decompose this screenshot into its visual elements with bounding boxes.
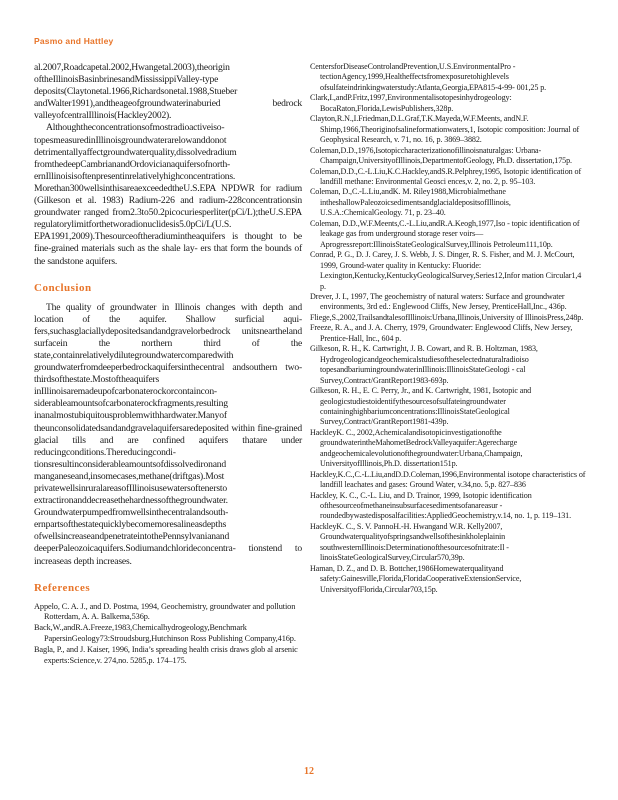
reference-item: Drever, J. I., 1997, The geochemistry of natural waters: Surface and groundwater environments, 3rd ed.: Englewood Cliffs, New Jersey, PrenticeHall,Inc., 436p. <box>310 291 567 312</box>
reference-item: Back,W.,andR.A.Freeze,1983,Chemicalhydrogeology,Benchmark PapersinGeology73:Stroudsburg,Hutchinson Ross Publishing Company,416p. <box>34 623 296 644</box>
reference-item: Coleman,D.D.,C.-L.Liu,K.C.Hackley,andS.R.Pelphrey,1995, Isotopic identification of landfill methane: Environmental Geosci ences,v. 2, no. 2, p. 95–103. <box>310 166 582 186</box>
reference-item: Bagla, P., and J. Kaiser, 1996, India’s spreading health crisis draws glob al arsenic experts:Science,v. 274,no. 5285,p. 174–175. <box>34 644 298 665</box>
conclusion-heading: Conclusion <box>34 281 92 294</box>
reference-item: Fliege,S.,2002,TrailsandtalesofIllinois:Urbana,Illinois,University of IllinoisPress,248p. <box>310 312 584 322</box>
reference-item: Appelo, C. A. J., and D. Postma, 1994, Geochemistry, groundwater and pollution Rotterdam, A. A. Balkema,536p. <box>34 601 296 622</box>
reference-item: HackleyK. C., S. V. PannoH.-H. Hwangand W.R. Kelly2007, Groundwaterqualityofspringsandwellsofthesinkholeplainin southwesternIllinois:Determinationofthesourcesofnitrate:Il - linoisStateGeologicalSurvey,Circular570,39p. <box>310 521 509 563</box>
intro-paragraph-continued: al.2007,Roadcapetal.2002,Hwangetal.2003),theorigin oftheIllinoisBasinbrinesandMississippiValley-type deposits(Claytonetal.1966,Richardsonetal.1988,Stueber andWalter1991),andtheageofgroundwaterinaburied bedrock valleyofcentralIllinois(Hackley2002). <box>34 62 302 122</box>
conclusion-paragraph: The quality of groundwater in Illinois changes with depth and location of the aquifer. Shallow surficial aqui- fers,suchasglaciallydepositedsandandgravelorbedrock unitsneartheland surfacein the northern third of the state,containrelativelydilutegroundwatercomparedwith groundwaterfromdeeperbedrockaquifersinthecentral andsouthern two-thirdsofthestate.Mostoftheaquifers inIllinoisaremadeupofcarbonaterockorcontaincon- siderableamountsofcarbonaterockfragments,resulting inanalmostubiquitousproblemwithhardwater.Manyof theunconsolidatedsandandgravelaquifersaredeposited within fine-grained glacial tills and are confined aquifers thatare under reducingconditions.Thereducingcondi- tionsresultinconsiderableamountsofdissolvedironand manganeseand,insomecases,methane(driftgas).Most privatewellsinruralareasofIllinoisusewatersoftenersto extractironanddecreasethehardnessofthegroundwater. Groundwaterpumpedfromwellsinthecentralandsouth- ernpartsofthestatequicklybecomemoresalineasdepths ofwellsincreaseandpenetrateintothePennsylvanianand deeperPaleozoicaquifers.Sodiumandchlorideconcentra- tionstend to increaseas depth increases. <box>34 301 302 567</box>
page-number: 12 <box>304 766 314 777</box>
reference-item: Hackley, K. C., C.-L. Liu, and D. Trainor, 1999, Isotopic identification ofthesourceofmethaneinsubsurfacesedimentsofanareasur - roundedbywastedisposalfacilities:AppliedGeochemistry,v.14, no. 1, p. 119–131. <box>310 490 572 521</box>
references-list-left <box>34 602 302 667</box>
radioactive-isotopes-paragraph: Althoughtheconcentrationsofmostradioactiveiso- topesmeasuredinIllinoisgroundwaterarelowanddonot detrimentallyaffectgroundwaterquality,dissolvedradium fromthedeepCambrianandOrdovicianaquifersofnorth- ernIllinoisisoftenpresentinrelativelyhighconcentrations. Morethan300wellsinthisareaexceededtheU.S.EPA NPDWR for radium (Gilkeson et al. 1983) Radium-226 and radium-228concentrationsin groundwater ranged from2.3to50.2picocuriesperliter(pCi/L);theU.S.EPA regulatorylimitforthetworadionuclidesis5.0pCi/L(U.S. EPA1991,2009).Thesourceoftheradiumintheaquifers is thought to be fine-grained materials such as the shale lay- ers that form the bounds of the sandstone aquifers. <box>34 122 302 267</box>
reference-item: Clark,I.,andP.Fritz,1997,Environmentalisotopesinhydrogeology: BocaRaton,Florida,LewisPublishers,328p. <box>310 93 512 113</box>
reference-item: Gilkeson, R. H., E. C. Perry, Jr., and K. Cartwright, 1981, Isotopic and geologicstudiestoidentifythesourcesofsulfateingroundwater containinghighbariumconcentrations:IllinoisStateGeological Survey,Contract/GrantReport1981-439p. <box>310 386 532 427</box>
references-heading: References <box>34 581 91 594</box>
reference-item: CentersforDiseaseControlandPrevention,U.S.EnvironmentalPro - tectionAgency,1999,Healtheffectsfromexposuretohighlevels ofsulfateindrinkingwaterstudy:Atlanta,Georgia,EPA815-4-99- 001,25 p. <box>310 62 547 92</box>
reference-item: Conrad, P. G., D. J. Carey, J. S. Webb, J. S. Dinger, R. S. Fisher, and M. J. McCourt, 1999, Ground-water quality in Kentucky: Fluoride: Lexington,Kentucky,KentuckyGeologicalSurvey,Series12,Infor mation Circular1,4 p. <box>310 250 582 291</box>
right-column <box>310 62 586 595</box>
reference-item: Haman, D. Z., and D. B. Bottcher,1986Homewaterqualityand safety:Gainesville,Florida,FloridaCooperativeExtensionService, UniversityofFlorida,Circular703,15p. <box>310 563 522 594</box>
reference-item: HackleyK. C., 2002,Achemicalandisotopicinvestigationofthe groundwaterintheMahometBedrockValleyaquifer:Agerecharge andgeochemicalevolutionofthegroundwater:Urbana,Champaign, UniversityofIllinois,Ph.D. dissertation151p. <box>310 427 523 469</box>
running-header: Pasmo and Hattley <box>34 36 114 46</box>
reference-item: Hackley,K.C.,C.-L.Liu,andD.D.Coleman,1996,Environmental isotope characteristics of landfill leachates and gases: Ground Water, v.34,no. 5,p. 827–836 <box>310 469 586 490</box>
left-column <box>34 62 302 666</box>
reference-item: Freeze, R. A., and J. A. Cherry, 1979, Groundwater: Englewood Cliffs, New Jersey, Prentice-Hall, Inc., 604 p. <box>310 323 573 343</box>
reference-item: Coleman, D.D.,W.F.Meents,C.-L.Liu,andR.A.Keogh,1977,Iso - topic identification of leakage gas from underground storage reser voirs—Aprogressreport:IllinoisStateGeologicalSurvey,Illinois Petroleum111,10p. <box>310 218 580 249</box>
reference-item: Coleman,D.D.,1976,Isotopiccharacterizationofillinoisnaturalgas: Urbana-Champaign,UniversityofIllinois,DepartmentofGeology, Ph.D. dissertation,175p. <box>310 145 572 166</box>
reference-item: Coleman, D.,C.-L.Liu,andK. M. Riley1988,Microbialmethane intheshallowPaleozoicsedimentsandglacialdepositsofIllinois, U.S.A.:ChemicalGeology. 71, p. 23–40. <box>310 187 511 218</box>
references-list-right <box>310 62 586 595</box>
reference-item: Gilkeson, R. H., K. Cartwright, J. B. Cowart, and R. B. Holtzman, 1983, Hydrogeologicandgeochemicalstudiesoftheselectednaturalradioiso topesandbariumingroundwaterinIllinois:IllinoisStateGeologi - cal Survey,Contract/GrantReport1983-693p. <box>310 344 538 385</box>
reference-item: Clayton,R.N.,I.Friedman,D.L.Graf,T.K.Mayeda,W.F.Meents, andN.F. Shimp,1966,Theoriginofsalineformationwaters,1, Isotopic composition: Journal of Geophysical Research, v. 71, no. 16, p. 3869–3882. <box>310 114 580 145</box>
